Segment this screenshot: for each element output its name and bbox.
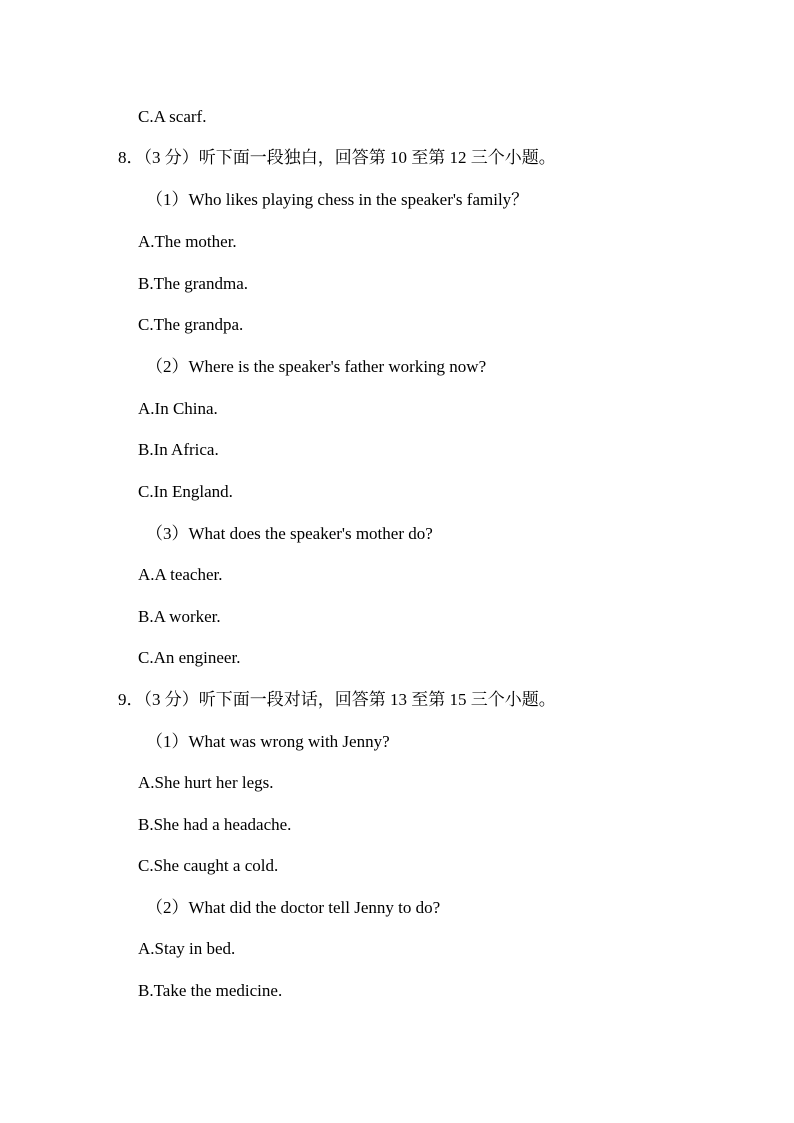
q9-sub2-option-b: B.Take the medicine. [138, 981, 283, 1000]
q9-sub1-option-c: C.She caught a cold. [138, 856, 279, 875]
q9-sub1-option-a: A.She hurt her legs. [138, 773, 274, 792]
q8-sub1-option-c: C.The grandpa. [138, 315, 244, 334]
q9-sub2-prompt: （2）What did the doctor tell Jenny to do? [146, 898, 441, 917]
q9-sub2-option-a: A.Stay in bed. [138, 939, 236, 958]
question-9-heading: 9．（3 分）听下面一段对话，回答第 13 至第 15 三个小题。 [118, 690, 556, 709]
q8-sub3-option-b: B.A worker. [138, 607, 221, 626]
q8-sub2-option-a: A.In China. [138, 399, 218, 418]
q8-sub2-prompt: （2）Where is the speaker's father working now? [146, 357, 487, 376]
q8-sub1-prompt: （1）Who likes playing chess in the speaker's family？ [146, 190, 529, 209]
question-8-heading: 8．（3 分）听下面一段独白，回答第 10 至第 12 三个小题。 [118, 148, 556, 167]
q8-sub1-option-a: A.The mother. [138, 232, 237, 251]
option-c-scarf: C.A scarf. [138, 107, 207, 126]
q8-sub2-option-c: C.In England. [138, 482, 233, 501]
q8-sub3-option-c: C.An engineer. [138, 648, 241, 667]
q8-sub2-option-b: B.In Africa. [138, 440, 219, 459]
q9-sub1-option-b: B.She had a headache. [138, 815, 292, 834]
q8-sub3-option-a: A.A teacher. [138, 565, 223, 584]
q9-sub1-prompt: （1）What was wrong with Jenny? [146, 732, 390, 751]
q8-sub3-prompt: （3）What does the speaker's mother do? [146, 524, 433, 543]
q8-sub1-option-b: B.The grandma. [138, 274, 248, 293]
